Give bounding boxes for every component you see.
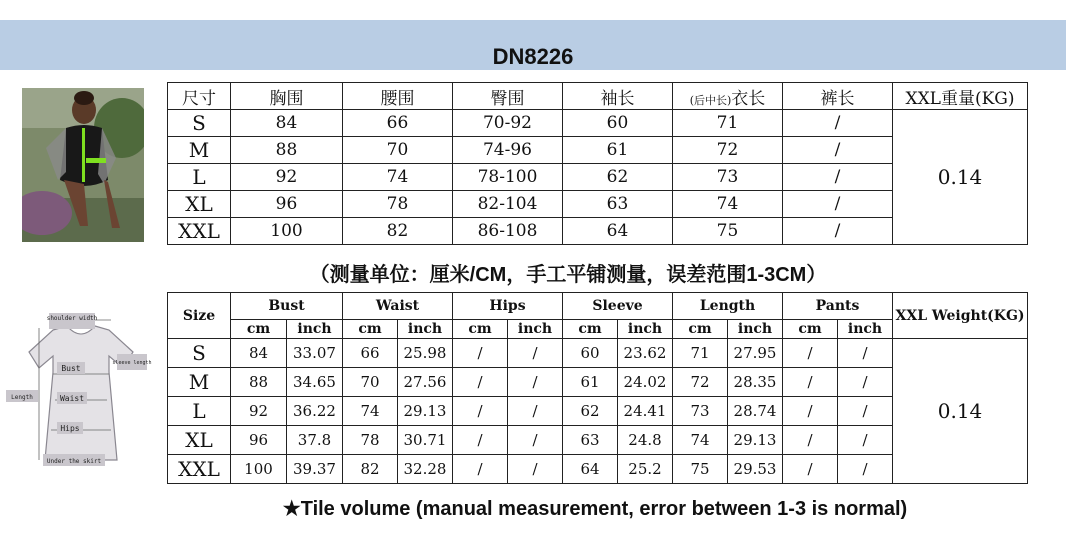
cell: 61 (563, 137, 673, 164)
cell: 78 (343, 191, 453, 218)
cell: 96 (231, 191, 343, 218)
cell: / (453, 455, 508, 484)
unit-inch: inch (838, 320, 893, 339)
cell: 61 (563, 368, 618, 397)
cell: 84 (231, 339, 287, 368)
cell: 28.74 (728, 397, 783, 426)
cell: 27.56 (398, 368, 453, 397)
en-measurement-note: ★Tile volume (manual measurement, error between 1-3 is normal) (282, 498, 908, 520)
cell: 78 (343, 426, 398, 455)
cell: 84 (231, 110, 343, 137)
cell: / (508, 339, 563, 368)
cell: XL (168, 191, 231, 218)
cell: S (168, 110, 231, 137)
cell: / (453, 397, 508, 426)
cell: S (168, 339, 231, 368)
cell: 82 (343, 218, 453, 245)
cell: 100 (231, 455, 287, 484)
cell: L (168, 164, 231, 191)
table-row (168, 339, 1028, 368)
unit-cm: cm (673, 320, 728, 339)
cell: 100 (231, 218, 343, 245)
diagram-shoulder-label: shoulder width (46, 315, 98, 322)
en-header-size: Size (168, 293, 231, 339)
en-header-bust: Bust (231, 293, 343, 320)
cell: XXL (168, 455, 231, 484)
cell: 66 (343, 110, 453, 137)
cell: 74 (673, 191, 783, 218)
cell: / (453, 339, 508, 368)
cell: / (453, 426, 508, 455)
cell: / (783, 426, 838, 455)
cell: XXL (168, 218, 231, 245)
cell: 74 (673, 426, 728, 455)
diagram-hips-label: Hips (60, 424, 80, 433)
cell: / (783, 191, 893, 218)
cell: / (838, 426, 893, 455)
cell: 30.71 (398, 426, 453, 455)
unit-inch: inch (508, 320, 563, 339)
cell: 72 (673, 137, 783, 164)
cell: 82-104 (453, 191, 563, 218)
en-header-pants: Pants (783, 293, 893, 320)
cell: / (508, 397, 563, 426)
cell: / (783, 218, 893, 245)
diagram-skirt-label: Under the skirt (46, 458, 102, 465)
cell: / (508, 426, 563, 455)
cn-weight-value: 0.14 (893, 110, 1028, 245)
cell: / (838, 368, 893, 397)
unit-cm: cm (231, 320, 287, 339)
cell: 37.8 (287, 426, 343, 455)
measurement-diagram (5, 312, 155, 472)
cell: 63 (563, 426, 618, 455)
cell: 28.35 (728, 368, 783, 397)
cell: 24.02 (618, 368, 673, 397)
cn-header-length-main: 衣长 (731, 88, 766, 109)
cell: M (168, 137, 231, 164)
cell: 70 (343, 368, 398, 397)
cell: 66 (343, 339, 398, 368)
cell: 74-96 (453, 137, 563, 164)
cell: 70-92 (453, 110, 563, 137)
cell: / (508, 455, 563, 484)
cell: 92 (231, 164, 343, 191)
cell: / (783, 164, 893, 191)
cell: 88 (231, 137, 343, 164)
diagram-bust-label: Bust (61, 364, 81, 373)
unit-cm: cm (453, 320, 508, 339)
cell: 29.13 (398, 397, 453, 426)
cell: 29.53 (728, 455, 783, 484)
cell: 60 (563, 339, 618, 368)
cell: 72 (673, 368, 728, 397)
cell: 33.07 (287, 339, 343, 368)
cell: / (783, 368, 838, 397)
cell: 24.8 (618, 426, 673, 455)
cell: 63 (563, 191, 673, 218)
cell: / (453, 368, 508, 397)
en-weight-value: 0.14 (893, 339, 1028, 484)
en-header-sleeve: Sleeve (563, 293, 673, 320)
cell: 86-108 (453, 218, 563, 245)
cell: 23.62 (618, 339, 673, 368)
cell: 36.22 (287, 397, 343, 426)
cell: 60 (563, 110, 673, 137)
cell: 75 (673, 455, 728, 484)
cell: XL (168, 426, 231, 455)
cell: 96 (231, 426, 287, 455)
unit-inch: inch (287, 320, 343, 339)
unit-cm: cm (783, 320, 838, 339)
cell: / (838, 339, 893, 368)
cell: M (168, 368, 231, 397)
cell: 74 (343, 164, 453, 191)
cell: 75 (673, 218, 783, 245)
cell: / (783, 455, 838, 484)
table-row (168, 110, 1028, 137)
cell: / (838, 397, 893, 426)
en-header-row (168, 293, 1028, 320)
cell: 88 (231, 368, 287, 397)
cell: 82 (343, 455, 398, 484)
cell: 70 (343, 137, 453, 164)
cell: 73 (673, 164, 783, 191)
en-size-table (167, 292, 1028, 484)
cell: / (838, 455, 893, 484)
cell: / (508, 368, 563, 397)
cn-size-table (167, 82, 1028, 245)
en-header-weight: XXL Weight(KG) (893, 293, 1028, 339)
en-header-hips: Hips (453, 293, 563, 320)
cell: / (783, 339, 838, 368)
cell: 64 (563, 218, 673, 245)
cell: 25.98 (398, 339, 453, 368)
cell: 74 (343, 397, 398, 426)
cn-measurement-note: （测量单位：厘米/CM，手工平铺测量，误差范围1-3CM） (309, 264, 827, 286)
product-code: DN8226 (492, 44, 574, 69)
en-header-waist: Waist (343, 293, 453, 320)
cell: / (783, 110, 893, 137)
cn-header-row (168, 83, 1028, 110)
cell: 62 (563, 397, 618, 426)
cn-header-length-sub: (后中长) (689, 93, 732, 107)
product-photo (22, 88, 144, 242)
cell: 27.95 (728, 339, 783, 368)
cell: / (783, 137, 893, 164)
cn-header-size: 尺寸 (168, 83, 231, 110)
cell: 32.28 (398, 455, 453, 484)
cell: 71 (673, 110, 783, 137)
cell: 73 (673, 397, 728, 426)
diagram-sleeve-label: sleeve length (112, 360, 152, 366)
cell: 25.2 (618, 455, 673, 484)
unit-inch: inch (398, 320, 453, 339)
cell: / (783, 397, 838, 426)
cn-header-length (673, 83, 783, 110)
cell: 24.41 (618, 397, 673, 426)
cell: 29.13 (728, 426, 783, 455)
unit-inch: inch (618, 320, 673, 339)
unit-inch: inch (728, 320, 783, 339)
cell: 64 (563, 455, 618, 484)
cn-header-hips: 臀围 (453, 83, 563, 110)
cell: 62 (563, 164, 673, 191)
cn-header-weight: XXL重量(KG) (893, 83, 1028, 110)
cell: 92 (231, 397, 287, 426)
en-header-length: Length (673, 293, 783, 320)
cell: 78-100 (453, 164, 563, 191)
cn-header-waist: 腰围 (343, 83, 453, 110)
cell: 39.37 (287, 455, 343, 484)
cell: L (168, 397, 231, 426)
cn-header-pants: 裤长 (783, 83, 893, 110)
diagram-waist-label: Waist (59, 394, 85, 403)
diagram-length-label: Length (11, 394, 33, 401)
cn-header-bust: 胸围 (231, 83, 343, 110)
cn-header-sleeve: 袖长 (563, 83, 673, 110)
cell: 34.65 (287, 368, 343, 397)
unit-cm: cm (343, 320, 398, 339)
unit-cm: cm (563, 320, 618, 339)
cell: 71 (673, 339, 728, 368)
